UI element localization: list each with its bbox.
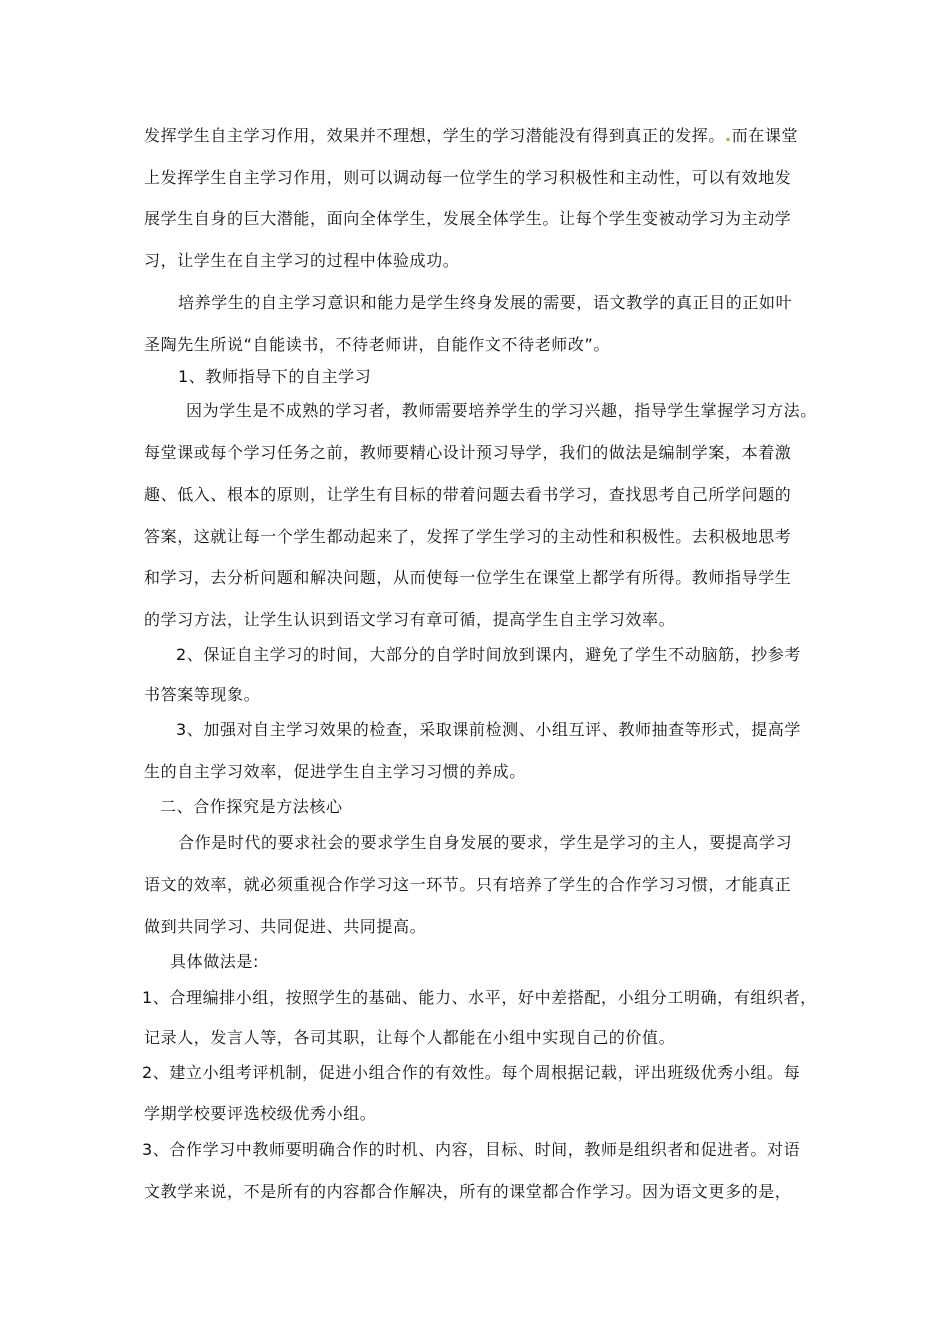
- paragraph-line: 答案，这就让每一个学生都动起来了，发挥了学生学习的主动性和积极性。去积极地思考: [144, 527, 792, 546]
- paragraph-line: 的学习方法，让学生认识到语文学习有章可循，提高学生自主学习效率。: [144, 610, 676, 629]
- paragraph-line: 圣陶先生所说“自能读书，不待老师讲，自能作文不待老师改”。: [144, 335, 610, 354]
- paragraph-line: 每堂课或每个学习任务之前，教师要精心设计预习导学，我们的做法是编制学案，本着激: [144, 443, 792, 462]
- text-run: 发挥学生自主学习作用，效果并不理想，学生的学习潜能没有得到真正的发挥。: [144, 126, 726, 145]
- stray-mark: .: [725, 126, 732, 145]
- paragraph-line: 书答案等现象。: [144, 685, 261, 704]
- paragraph-line: 上发挥学生自主学习作用，则可以调动每一位学生的学习积极性和主动性，可以有效地发: [144, 168, 792, 187]
- paragraph-line: 记录人，发言人等，各司其职，让每个人都能在小组中实现自己的价值。: [144, 1028, 676, 1047]
- paragraph-line: 做到共同学习、共同促进、共同提高。: [144, 917, 427, 936]
- paragraph-line: 培养学生的自主学习意识和能力是学生终身发展的需要，语文教学的真正目的正如叶: [178, 293, 793, 312]
- paragraph-line: 文教学来说，不是所有的内容都合作解决，所有的课堂都合作学习。因为语文更多的是，: [144, 1182, 792, 1201]
- list-item: 2、建立小组考评机制，促进小组合作的有效性。每个周根据记载，评出班级优秀小组。每: [142, 1063, 801, 1082]
- section-heading: 1、教师指导下的自主学习: [178, 367, 372, 386]
- paragraph-line: 趣、低入、根本的原则，让学生有目标的带着问题去看书学习，查找思考自己所学问题的: [144, 485, 792, 504]
- list-item: 1、合理编排小组，按照学生的基础、能力、水平，好中差搭配，小组分工明确，有组织者，: [142, 988, 817, 1007]
- paragraph-line: 生的自主学习效率，促进学生自主学习习惯的养成。: [144, 762, 526, 781]
- paragraph-line: 因为学生是不成熟的学习者，教师需要培养学生的学习兴趣，指导学生掌握学习方法。: [186, 401, 817, 420]
- list-item: 2、保证自主学习的时间，大部分的自学时间放到课内，避免了学生不动脑筋，抄参考: [176, 645, 801, 664]
- paragraph-line: 习，让学生在自主学习的过程中体验成功。: [144, 251, 460, 270]
- paragraph-line: 语文的效率，就必须重视合作学习这一环节。只有培养了学生的合作学习习惯，才能真正: [144, 875, 792, 894]
- paragraph-line: 学期学校要评选校级优秀小组。: [144, 1104, 377, 1123]
- paragraph-line: 合作是时代的要求社会的要求学生自身发展的要求，学生是学习的主人，要提高学习: [178, 833, 793, 852]
- list-item: 3、合作学习中教师要明确合作的时机、内容，目标、时间，教师是组织者和促进者。对语: [142, 1140, 801, 1159]
- paragraph-line: 展学生自身的巨大潜能，面向全体学生，发展全体学生。让每个学生变被动学习为主动学: [144, 209, 792, 228]
- paragraph-line: 和学习，去分析问题和解决问题，从而使每一位学生在课堂上都学有所得。教师指导学生: [144, 568, 792, 587]
- paragraph-line: [144, 126, 824, 146]
- text-run: 而在课堂: [731, 126, 799, 145]
- list-item: 3、加强对自主学习效果的检查，采取课前检测、小组互评、教师抽查等形式，提高学: [176, 720, 801, 739]
- section-heading: 二、合作探究是方法核心: [160, 797, 343, 816]
- paragraph-line: 具体做法是:: [170, 952, 259, 971]
